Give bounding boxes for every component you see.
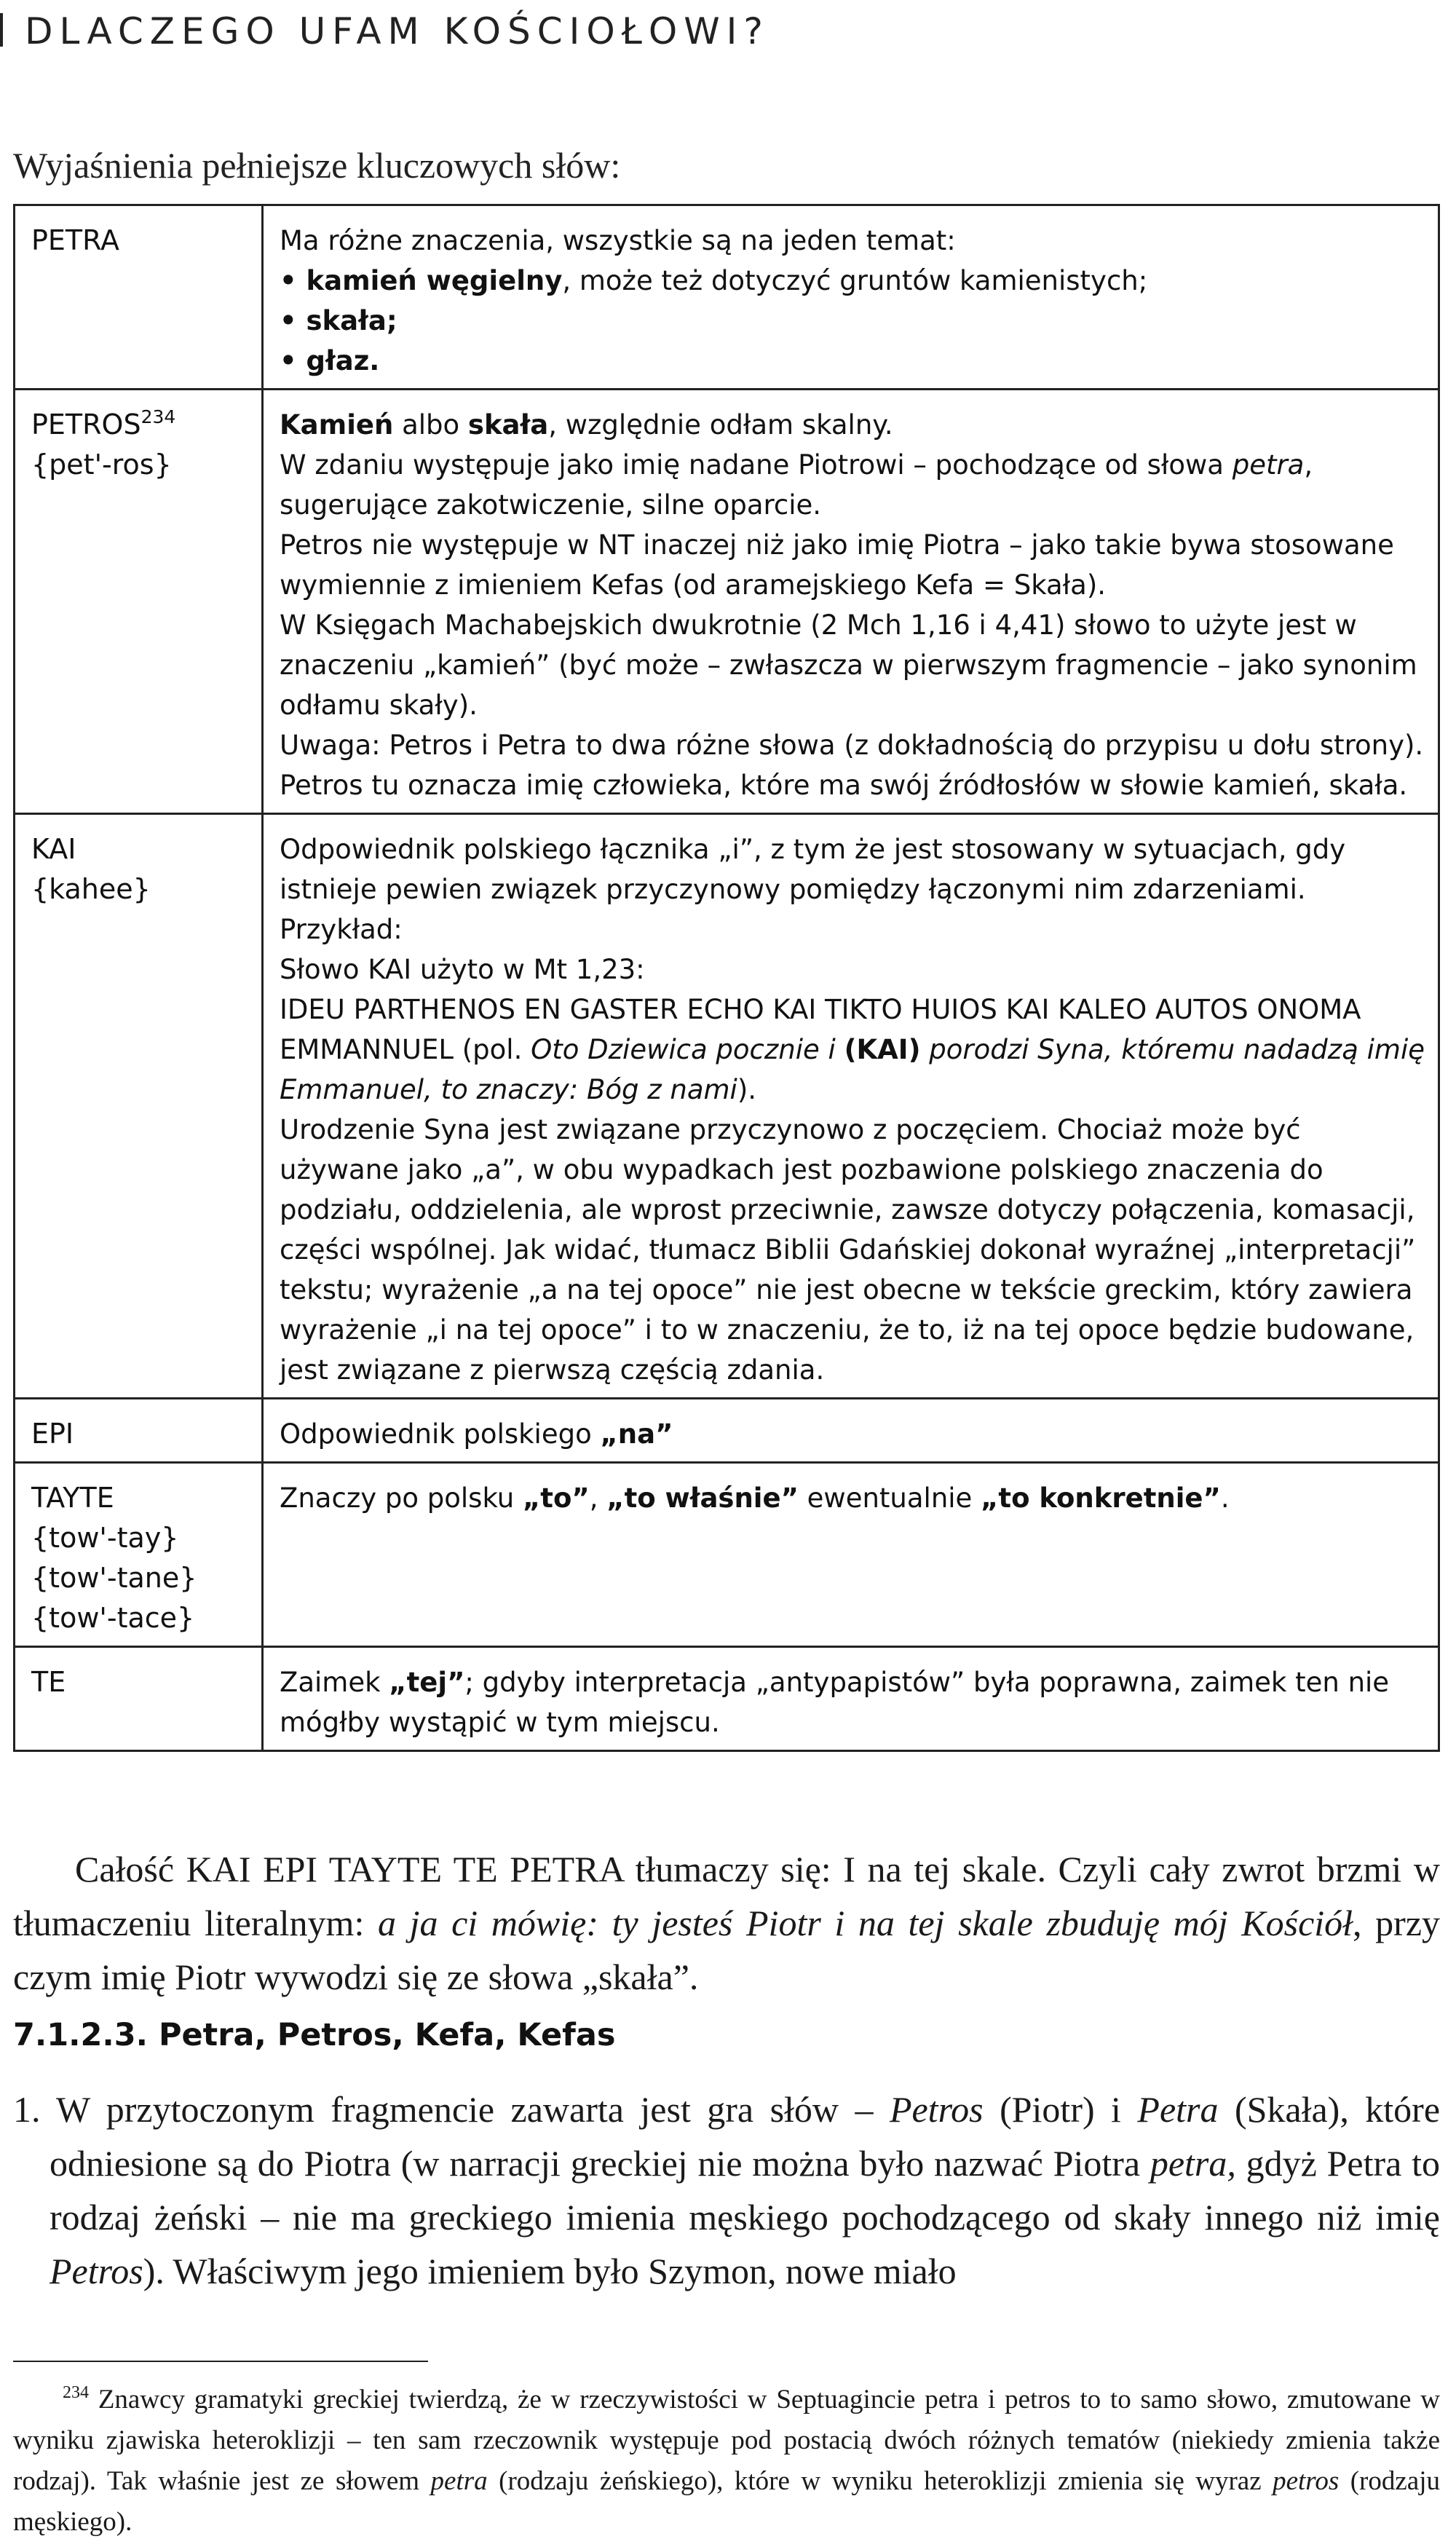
definition-text: Kamień albo skała, względnie odłam skalny. (280, 409, 893, 441)
term-te: TE (31, 1666, 66, 1698)
definition-cell (263, 1399, 1439, 1463)
definition-text: Znaczy po polsku „to”, „to właśnie” ewentualnie „to konkretnie”. (280, 1482, 1230, 1514)
running-head (0, 10, 874, 52)
term-cell (15, 814, 263, 1399)
definition-text: W Księgach Machabejskich dwukrotnie (2 Mch 1,16 i 4,41) słowo to użyte jest w znaczeniu „kamień” (być może – zwłaszcza w pierwszym fragmencie – jako synonim odłamu skały). (280, 609, 1417, 721)
definition-text: Słowo KAI użyto w Mt 1,23: (280, 954, 645, 985)
definition-text: Odpowiednik polskiego łącznika „i”, z tym że jest stosowany w sytuacjach, gdy istnieje pewien związek przyczynowy pomiędzy łączonymi nim zdarzeniami. (280, 834, 1346, 905)
definition-text: Urodzenie Syna jest związane przyczynowo z poczęciem. Chociaż może być używane jako „a”, w obu wypadkach jest pozbawione polskiego znaczenia do podziału, oddzielenia, ale wprost przeciwnie, zawsze dotyczy połączenia, komasacji, części wspólnej. Jak widać, tłumacz Biblii Gdańskiej dokonał wyraźnej „interpretacji” tekstu; wyrażenie „a na tej opoce” nie jest obecne w tekście greckim, który zawiera wyrażenie „i na tej opoce” i to w znaczeniu, że to, iż na tej opoce będzie budowane, jest związane z pierwszą częścią zdania. (280, 1114, 1416, 1386)
bullet-item: • skała; (280, 305, 397, 336)
term-cell (15, 390, 263, 814)
term-cell (15, 1647, 263, 1751)
term-epi: EPI (31, 1418, 74, 1450)
keywords-table (13, 204, 1440, 1752)
definition-text: Petros nie występuje w NT inaczej niż jako imię Piotra – jako takie bywa stosowane wymiennie z imieniem Kefas (od aramejskiego Kefa = Skała). (280, 529, 1394, 601)
body-paragraph: Całość KAI EPI TAYTE TE PETRA tłumaczy się: I na tej skale. Czyli cały zwrot brzmi w tłumaczeniu literalnym: a ja ci mówię: ty jesteś Piotr i na tej skale zbuduję mój Kościół, przy czym imię Piotr wywodzi się ze słowa „skała”. (13, 1849, 1441, 1997)
definition-text: Uwaga: Petros i Petra to dwa różne słowa (z dokładnością do przypisu u dołu strony). Petros tu oznacza imię człowieka, które ma swój źródłosłów w słowie kamień, skała. (280, 730, 1424, 801)
definition-text: Odpowiednik polskiego „na” (280, 1418, 673, 1450)
definition-text: Zaimek „tej”; gdyby interpretacja „antypapistów” była poprawna, zaimek ten nie mógłby wystąpić w tym miejscu. (280, 1667, 1390, 1738)
pronunciation: {tow'-tay} (31, 1522, 179, 1554)
term-cell (15, 1463, 263, 1647)
margin-bar (0, 13, 3, 47)
numbered-paragraph: 1. W przytoczonym fragmencie zawarta jest gra słów – Petros (Piotr) i Petra (Skała), które odniesione są do Piotra (w narracji greckiej nie można było nazwać Piotra petra, gdyż Petra to rodzaj żeński – nie ma greckiego imienia męskiego pochodzącego od skały innego niż imię Petros). Właściwym jego imieniem było Szymon, nowe miało (13, 2089, 1441, 2291)
term-cell (15, 205, 263, 390)
definition-cell (263, 205, 1439, 390)
section-heading: 7.1.2.3. Petra, Petros, Kefa, Kefas (13, 2017, 616, 2053)
pronunciation: {pet'-ros} (31, 449, 172, 481)
footnote: $^{234}$ Znawcy gramatyki greckiej twierdzą, że w rzeczywistości w Septuagincie petra i petros to to samo słowo, zmutowane w wyniku zjawiska heteroklizji – ten sam rzeczownik występuje pod postacią dwóch różnych tematów (niekiedy zmienia także rodzaj). Tak właśnie jest ze słowem petra (rodzaju żeńskiego), które w wyniku heteroklizji zmienia się wyraz petros (rodzaju męskiego). (13, 2383, 1441, 2537)
footnote-ref: 234 (141, 406, 176, 427)
definition-cell (263, 1647, 1439, 1751)
bullet-item: • głaz. (280, 345, 380, 376)
pronunciation: {tow'-tane} (31, 1562, 197, 1594)
term-tayte: TAYTE (31, 1482, 114, 1514)
term-petros: PETROS$^{234}$ (31, 406, 176, 441)
definition-text: Ma różne znaczenia, wszystkie są na jeden temat: (280, 225, 956, 256)
table-row (15, 814, 1439, 1399)
term-kai: KAI (31, 833, 76, 865)
pronunciation: {tow'-tace} (31, 1602, 195, 1634)
definition-cell (263, 390, 1439, 814)
footnote-number: 234 (63, 2383, 89, 2402)
table-row (15, 205, 1439, 390)
term-petra: PETRA (31, 224, 119, 256)
definition-cell (263, 1463, 1439, 1647)
running-head-text: DLACZEGO UFAM KOŚCIOŁOWI? (25, 10, 769, 52)
table-row (15, 390, 1439, 814)
table-row (15, 1399, 1439, 1463)
footnote-rule (13, 2361, 428, 2362)
definition-cell (263, 814, 1439, 1399)
intro-line: Wyjaśnienia pełniejsze kluczowych słów: (13, 145, 621, 186)
definition-text: IDEU PARTHENOS EN GASTER ECHO KAI TIKTO HUIOS KAI KALEO AUTOS ONOMA EMMANNUEL (pol. Oto Dziewica pocznie i (KAI) porodzi Syna, któremu nadadzą imię Emmanuel, to znaczy: Bóg z nami). (280, 994, 1425, 1105)
definition-text: Przykład: (280, 914, 403, 945)
table-row (15, 1647, 1439, 1751)
definition-text: W zdaniu występuje jako imię nadane Piotrowi – pochodzące od słowa petra, sugerujące zakotwiczenie, silne oparcie. (280, 449, 1313, 521)
bullet-item: • kamień węgielny, może też dotyczyć gruntów kamienistych; (280, 265, 1148, 296)
table-row (15, 1463, 1439, 1647)
pronunciation: {kahee} (31, 873, 151, 905)
term-cell (15, 1399, 263, 1463)
